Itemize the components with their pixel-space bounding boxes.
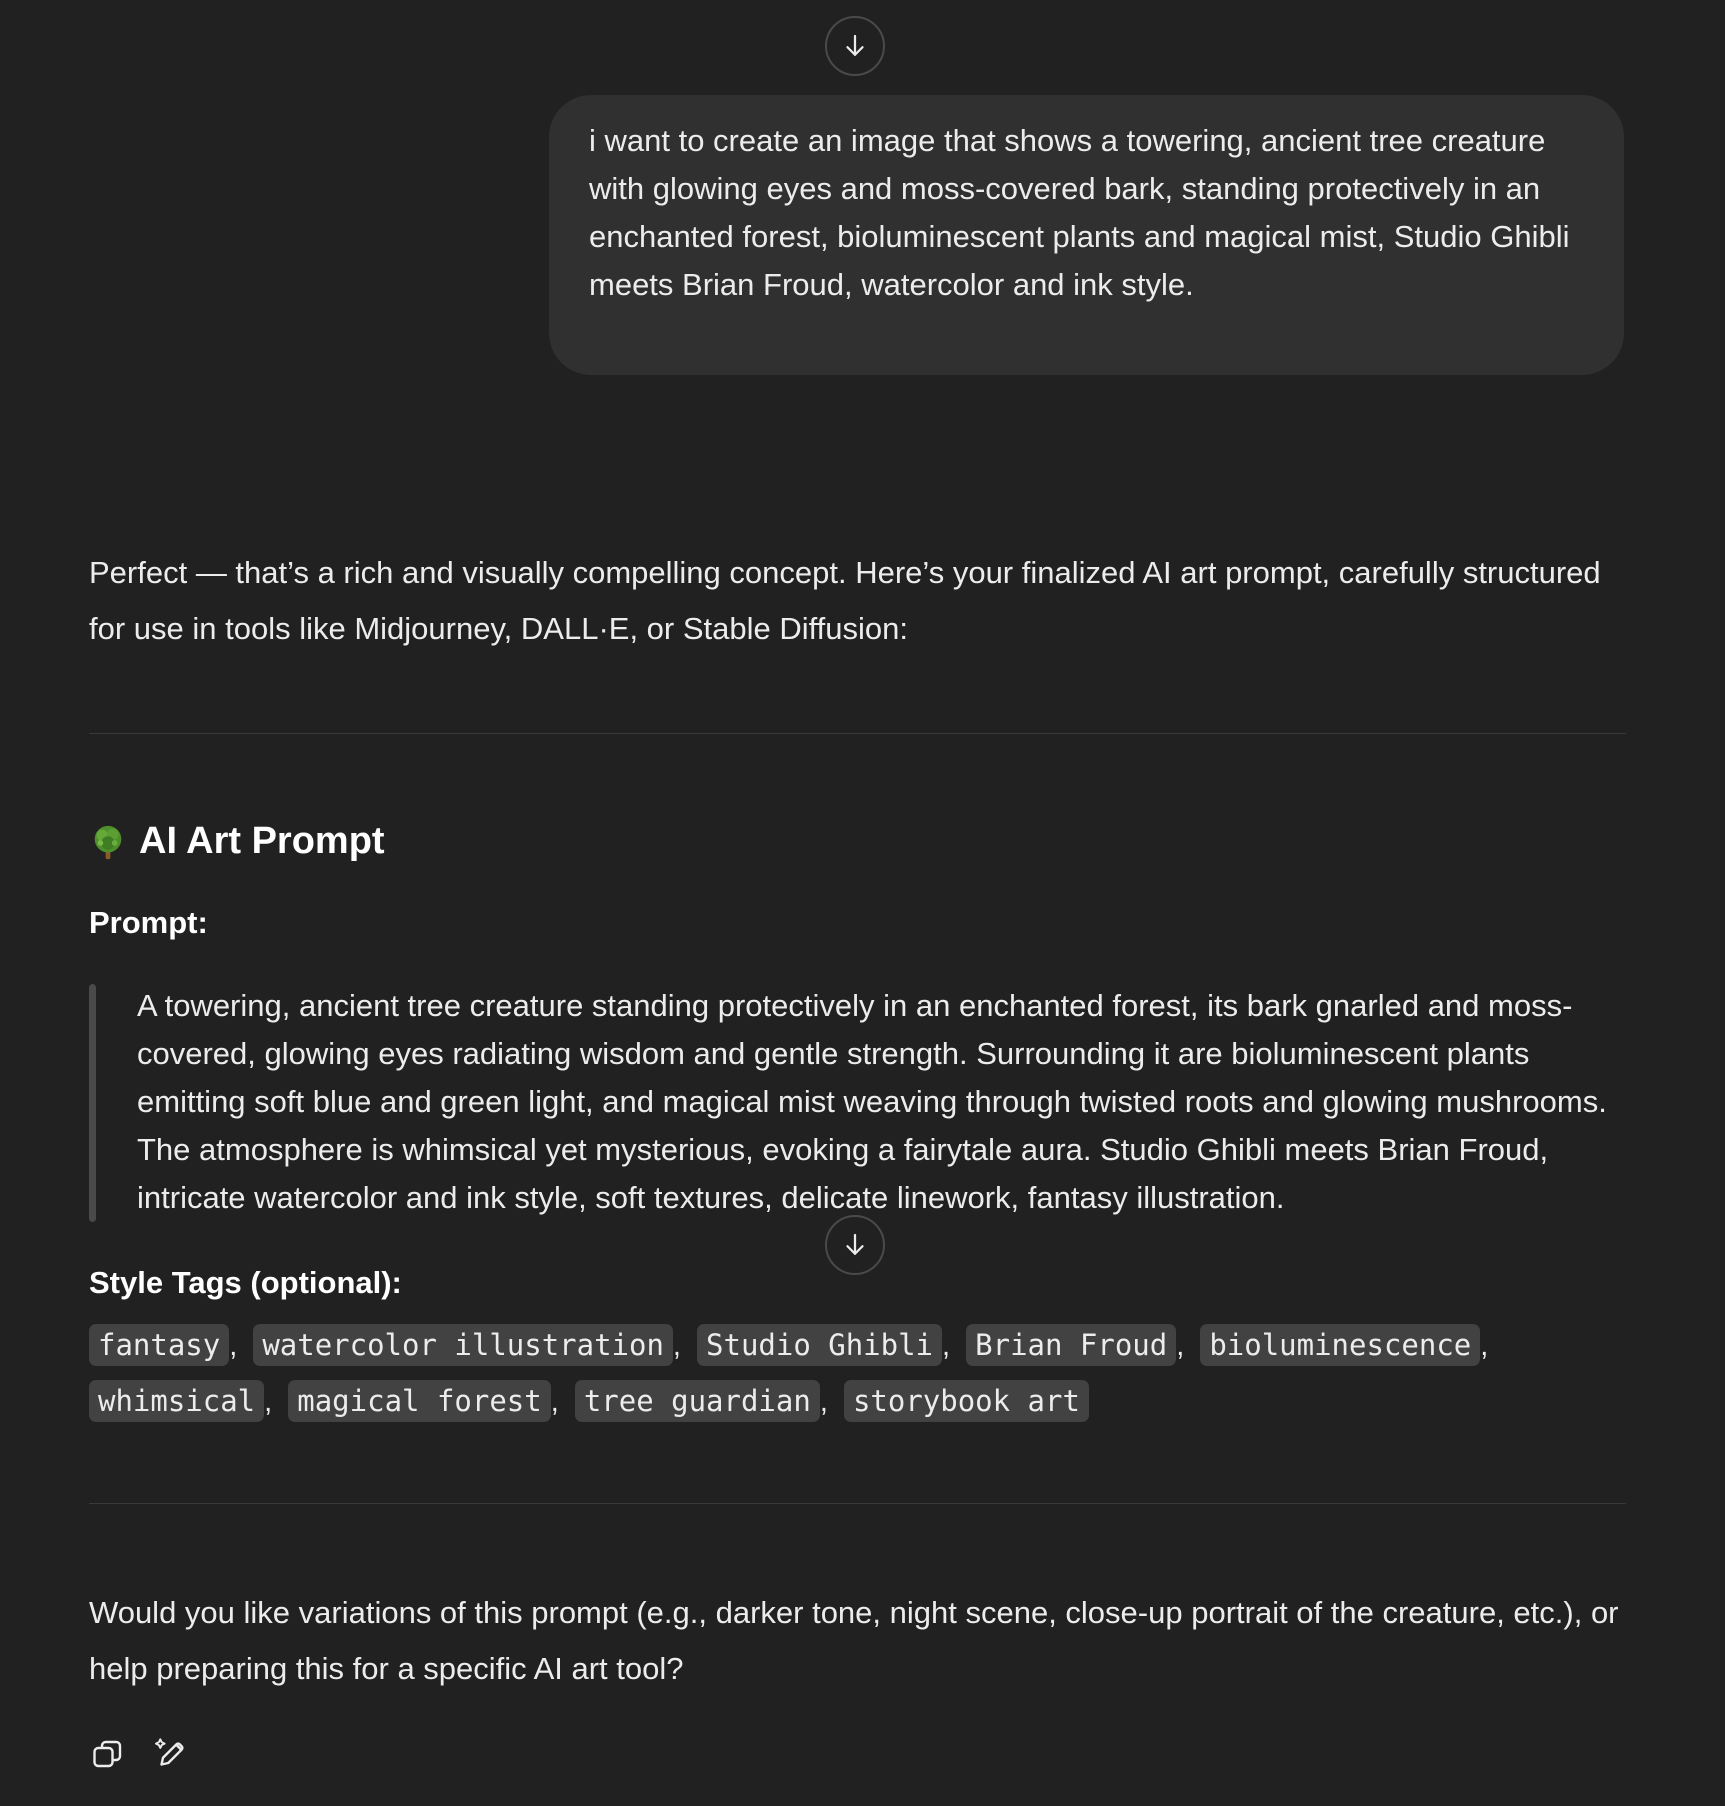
user-message-text: i want to create an image that shows a towering, ancient tree creature with glowing eyes and moss-covered bark, standing protectively in an enchanted forest, bioluminescent plants and magical mist, Studio Ghibli meets Brian Froud, watercolor and ink style.	[589, 123, 1570, 302]
edit-pencil-icon	[154, 1736, 190, 1772]
style-tag: watercolor illustration	[253, 1324, 673, 1366]
style-tag: fantasy	[89, 1324, 229, 1366]
style-tag: Brian Froud	[966, 1324, 1176, 1366]
assistant-intro-text: Perfect — that’s a rich and visually compelling concept. Here’s your finalized AI art prompt, carefully structured for use in tools like Midjourney, DALL·E, or Stable Diffusion:	[89, 555, 1601, 646]
prompt-label: Prompt:	[89, 905, 208, 940]
section-heading-text: AI Art Prompt	[139, 820, 385, 862]
arrow-down-icon	[840, 31, 870, 61]
style-tag: Studio Ghibli	[697, 1324, 942, 1366]
style-tag: bioluminescence	[1200, 1324, 1480, 1366]
message-actions	[89, 1735, 191, 1773]
tree-icon	[89, 823, 127, 861]
style-tags-list: fantasy , watercolor illustration , Studio Ghibli , Brian Froud , bioluminescence , whimsical , magical forest , tree guardian , storybook art	[89, 1318, 1626, 1430]
prompt-text: A towering, ancient tree creature standing protectively in an enchanted forest, its bark gnarled and moss-covered, glowing eyes radiating wisdom and gentle strength. Surrounding it are bioluminescent plants emitting soft blue and green light, and magical mist weaving through twisted roots and glowing mushrooms. The atmosphere is whimsical yet mysterious, evoking a fairytale aura. Studio Ghibli meets Brian Froud, intricate watercolor and ink style, soft textures, delicate linework, fantasy illustration.	[137, 988, 1607, 1215]
style-tag: whimsical	[89, 1380, 264, 1422]
section-heading	[89, 820, 385, 863]
copy-icon	[90, 1736, 126, 1772]
edit-button[interactable]	[153, 1735, 191, 1773]
scroll-down-button[interactable]	[825, 16, 885, 76]
style-tag: tree guardian	[575, 1380, 820, 1422]
prompt-blockquote	[89, 982, 1626, 1222]
divider	[89, 733, 1626, 734]
copy-button[interactable]	[89, 1735, 127, 1773]
style-tag: storybook art	[844, 1380, 1089, 1422]
arrow-down-icon	[840, 1230, 870, 1260]
style-tag: magical forest	[288, 1380, 550, 1422]
scroll-down-button[interactable]	[825, 1215, 885, 1275]
divider	[89, 1503, 1626, 1504]
style-tags-label: Style Tags (optional):	[89, 1265, 402, 1300]
assistant-closing-text: Would you like variations of this prompt (e.g., darker tone, night scene, close-up portrait of the creature, etc.), or help preparing this for a specific AI art tool?	[89, 1595, 1619, 1686]
user-message-bubble	[549, 95, 1624, 375]
